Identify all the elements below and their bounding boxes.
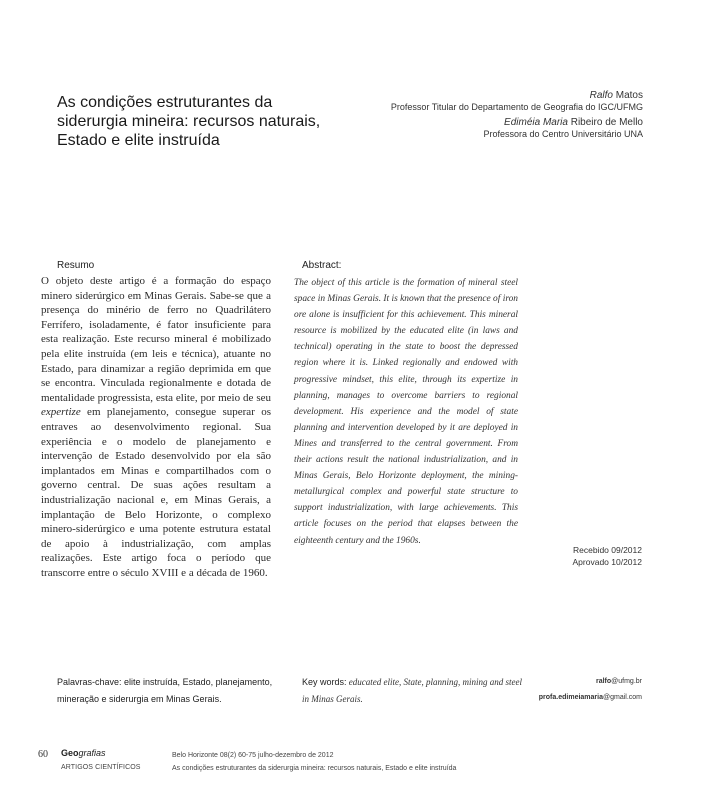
email-2-domain: @gmail.com bbox=[602, 694, 642, 701]
resumo-text-part1: O objeto deste artigo é a formação do espaço minero siderúrgico em Minas Gerais. Sabe-se que a presença do minério de ferro no Quadrilátero Ferrífero, isoladamente, é fator insuficiente para esta realização. Este recurso mineral é mobilizado pela elite instruída (em leis e técnica), atuante no Estado, para dinamizar a região deprimida em que se encontra. Vinculada regionalmente e dotada de mentalidade progressista, esta elite, por meio de seu bbox=[41, 275, 271, 404]
section-label: ARTIGOS CIENTÍFICOS bbox=[61, 764, 141, 771]
article-title: As condições estruturantes da siderurgia mineira: recursos naturais, Estado e elite instruída bbox=[57, 94, 321, 149]
email-1-user: ralfo bbox=[595, 678, 612, 685]
page-number: 60 bbox=[38, 749, 48, 760]
author-1-family-name: Matos bbox=[612, 90, 643, 101]
citation-block bbox=[172, 749, 456, 775]
author-2-affiliation: Professora do Centro Universitário UNA bbox=[483, 129, 643, 139]
resumo-text-part2: em planejamento, consegue superar os entraves ao desenvolvimento regional. Sua experiência e o modelo de planejamento e intervenção de Estado desenvolvido por ela são implantados em Minas e compartilhados com o governo central. De suas ações resultam a industrialização nacional e, em Minas Gerais, a implantação de Belo Horizonte, o complexo minero-siderúrgico e uma potente estrutura estatal de apoio à industrialização, com amplas realizações. Este artigo foca o período que transcorre entre o século XVIII e a década de 1960. bbox=[41, 406, 271, 579]
email-1 bbox=[539, 678, 642, 685]
citation-running-title: As condições estruturantes da siderurgia mineira: recursos naturais, Estado e elite instruída bbox=[172, 765, 457, 772]
journal-name-bold: Geo bbox=[61, 748, 79, 758]
keywords-english bbox=[302, 674, 522, 708]
author-emails bbox=[539, 678, 642, 710]
received-date: Recebido 09/2012 bbox=[572, 545, 642, 555]
email-2-user: profa.edimeiamaria bbox=[538, 694, 603, 701]
author-1-name bbox=[313, 90, 643, 102]
keywords-pt-label: Palavras-chave: bbox=[57, 677, 122, 687]
abstract-heading: Abstract: bbox=[302, 260, 342, 271]
keywords-en-label: Key words: bbox=[302, 677, 347, 687]
email-2 bbox=[539, 694, 642, 701]
author-block bbox=[313, 90, 643, 140]
submission-dates bbox=[573, 544, 642, 568]
keywords-en-text: educated elite, State, planning, mining and steel in Minas Gerais. bbox=[302, 677, 522, 704]
resumo-text-italic: expertize bbox=[41, 406, 81, 419]
abstract-body: The object of this article is the formation of mineral steel space in Minas Gerais. It is known that the presence of iron ore alone is insufficient for this achievement. This mineral resource is mobilized by the educated elite (in laws and technical) operating in the state to boost the depressed region where it is. Linked regionally and endowed with progressive mindset, this elite, through its expertize in planning, manages to overcome barriers to regional development. His experience and the model of state planning and intervention developed by it are deployed in Mines and transferred to the central government. From their actions result the national industrialization, and in Minas Gerais, Belo Horizonte deployment, the mining-metallurgical complex and powerful state structure to support industrialization, with large achievements. This article focuses on the period that elapses between the eighteenth century and the 1960s. bbox=[294, 278, 518, 546]
resumo-body bbox=[41, 274, 271, 580]
keywords-portuguese bbox=[57, 674, 287, 708]
resumo-heading: Resumo bbox=[57, 260, 95, 271]
author-2-name bbox=[313, 117, 643, 129]
citation-volume: Belo Horizonte 08(2) 60-75 julho-dezembro de 2012 bbox=[172, 752, 334, 759]
author-2-given-name: Ediméia Maria bbox=[504, 117, 568, 128]
journal-name-rest: grafias bbox=[78, 748, 106, 758]
author-1-affiliation: Professor Titular do Departamento de Geografia do IGC/UFMG bbox=[390, 102, 643, 112]
email-1-domain: @ufmg.br bbox=[611, 678, 642, 685]
author-2-family-name: Ribeiro de Mello bbox=[567, 117, 643, 128]
journal-name bbox=[61, 748, 106, 758]
author-1-given-name: Ralfo bbox=[589, 90, 613, 101]
keywords-pt-text: elite instruída, Estado, planejamento, mineração e siderurgia em Minas Gerais. bbox=[57, 677, 273, 704]
approved-date: Aprovado 10/2012 bbox=[572, 557, 642, 567]
